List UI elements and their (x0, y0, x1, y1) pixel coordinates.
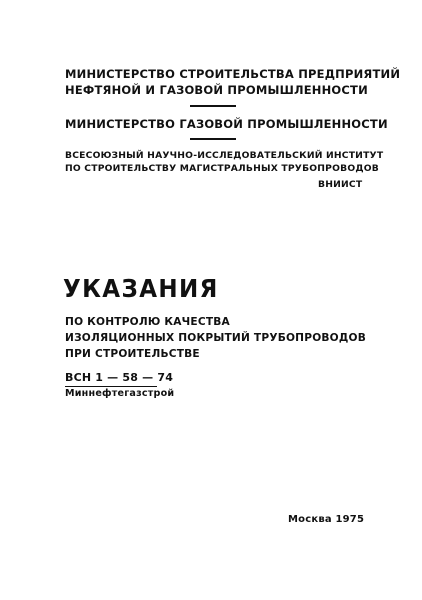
ministry-line-1: МИНИСТЕРСТВО СТРОИТЕЛЬСТВА ПРЕДПРИЯТИЙ (65, 67, 401, 81)
divider-2 (190, 138, 236, 140)
place-year: Москва 1975 (288, 514, 365, 525)
divider-1 (190, 105, 236, 107)
institute-line-2: ПО СТРОИТЕЛЬСТВУ МАГИСТРАЛЬНЫХ ТРУБОПРОВОДОВ (65, 163, 379, 174)
document-code: ВСН 1 — 58 — 74 (65, 371, 174, 384)
subtitle-line-1: ПО КОНТРОЛЮ КАЧЕСТВА (65, 316, 230, 328)
code-underline (65, 386, 157, 387)
ministry-line-2: НЕФТЯНОЙ И ГАЗОВОЙ ПРОМЫШЛЕННОСТИ (65, 83, 368, 97)
subtitle-line-2: ИЗОЛЯЦИОННЫХ ПОКРЫТИЙ ТРУБОПРОВОДОВ (65, 332, 367, 344)
subtitle-line-3: ПРИ СТРОИТЕЛЬСТВЕ (65, 348, 200, 360)
institute-abbr: ВНИИСТ (318, 179, 363, 190)
document-title: УКАЗАНИЯ (63, 274, 219, 303)
institute-line-1: ВСЕСОЮЗНЫЙ НАУЧНО-ИССЛЕДОВАТЕЛЬСКИЙ ИНСТИТУТ (65, 150, 384, 161)
ministry-2: МИНИСТЕРСТВО ГАЗОВОЙ ПРОМЫШЛЕННОСТИ (65, 117, 388, 131)
organization: Миннефтегазстрой (65, 388, 175, 399)
